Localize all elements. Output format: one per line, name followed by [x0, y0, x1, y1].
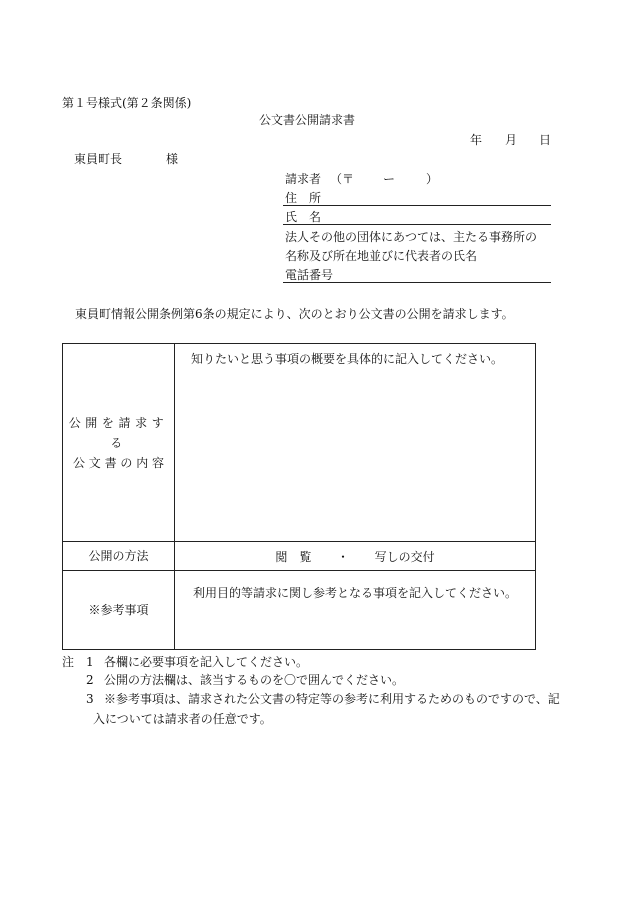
address-label: 住 所 — [285, 191, 322, 205]
addressee-name: 東員町長 — [74, 152, 123, 166]
reference-note: 利用目的等請求に関し参考となる事項を記入してください。 — [193, 586, 518, 600]
postal-open: （〒 — [330, 172, 355, 186]
name-label: 氏 名 — [285, 210, 322, 224]
content-label-cell — [63, 344, 175, 542]
reference-label: ※参考事項 — [63, 571, 175, 650]
content-label-line1: 公開を請求する — [68, 415, 169, 450]
intro-text: 東員町情報公開条例第6条の規定により、次のとおり公文書の公開を請求します。 — [75, 307, 514, 321]
note-2-number: 2 — [86, 673, 94, 687]
requester-label: 請求者 — [285, 172, 322, 186]
reference-input-cell[interactable] — [175, 571, 536, 650]
note-2-text: 公開の方法欄は、該当するものを〇で囲んでください。 — [104, 673, 405, 687]
content-note: 知りたいと思う事項の概要を具体的に記入してください。 — [191, 352, 504, 366]
name-underline — [283, 224, 551, 225]
method-separator: ・ — [336, 549, 349, 564]
note-3-continuation: 入については請求者の任意です。 — [93, 712, 272, 726]
addressee-honorific: 様 — [166, 152, 179, 166]
method-row — [63, 542, 536, 571]
form-number: 第１号様式(第２条関係) — [62, 96, 192, 110]
phone-underline — [283, 282, 551, 283]
notes-prefix: 注 — [62, 655, 75, 669]
phone-label: 電話番号 — [285, 268, 334, 282]
content-label-line2: 公 文 書 の 内 容 — [72, 455, 165, 470]
method-option-inspection[interactable]: 閲 覧 — [275, 549, 312, 564]
date-month: 月 — [505, 133, 518, 147]
corp-note-line2: 名称及び所在地並びに代表者の氏名 — [285, 249, 478, 263]
method-option-copy[interactable]: 写しの交付 — [374, 549, 435, 564]
note-3-text: ※参考事項は、請求された公文書の特定等の参考に利用するためのものですので、記 — [104, 692, 560, 706]
note-1-text: 各欄に必要事項を記入してください。 — [104, 655, 309, 669]
content-row — [63, 344, 536, 542]
note-3-number: 3 — [86, 692, 94, 706]
corp-note-line1: 法人その他の団体にあつては、主たる事務所の — [285, 230, 538, 244]
date-day: 日 — [539, 133, 552, 147]
address-underline — [283, 205, 551, 206]
note-1-number: 1 — [86, 655, 94, 669]
content-input-cell[interactable] — [175, 344, 536, 542]
postal-close: ） — [426, 172, 439, 186]
date-year: 年 — [470, 133, 483, 147]
method-label: 公開の方法 — [63, 542, 175, 571]
reference-row — [63, 571, 536, 650]
request-table — [62, 343, 536, 650]
page-title: 公文書公開請求書 — [259, 113, 356, 127]
method-options-cell — [175, 542, 536, 571]
postal-dash: ー — [383, 172, 396, 186]
